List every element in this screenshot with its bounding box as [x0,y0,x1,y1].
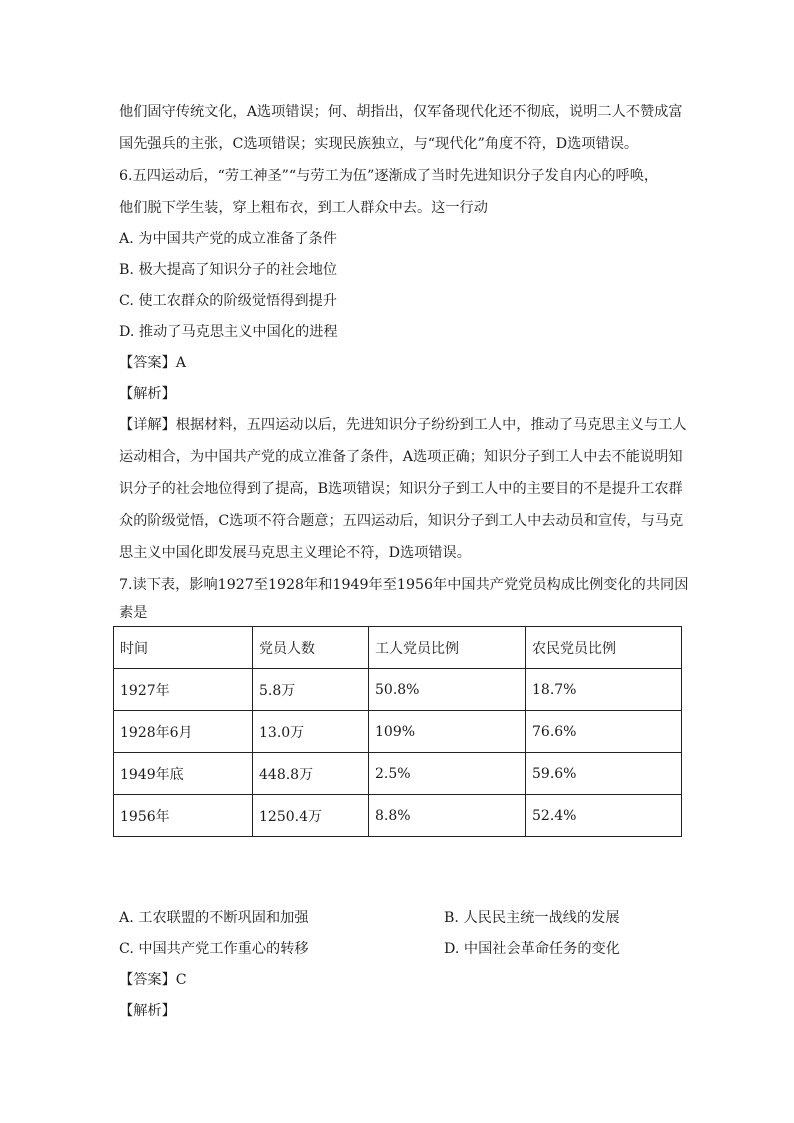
table-header-row [114,627,682,669]
table-cell: 52.4% [526,795,682,837]
q6-detail-line-2: 运动相合，为中国共产党的成立准备了条件，A选项正确；知识分子到工人中去不能说明知 [119,449,683,465]
table-header-cell: 党员人数 [253,627,369,669]
prev-explanation-line-1: 他们固守传统文化，A选项错误；何、胡指出，仅军备现代化还不彻底，说明二人不赞成富 [119,104,683,120]
table-row [114,795,682,837]
q6-detail-line-5: 思主义中国化即发展马克思主义理论不符，D选项错误。 [119,545,471,561]
table-header-cell: 时间 [114,627,253,669]
table-cell: 5.8万 [253,669,369,711]
q7-option-a: A. 工农联盟的不断巩固和加强 [119,910,309,926]
q7-analysis-label: 【解析】 [119,1003,176,1019]
q6-detail-line-4: 众的阶级觉悟，C选项不符合题意；五四运动后，知识分子到工人中去动员和宣传，与马克 [119,513,684,529]
table-cell: 50.8% [369,669,526,711]
q7-option-c: C. 中国共产党工作重心的转移 [119,941,309,957]
q6-analysis-label: 【解析】 [119,386,176,402]
table-cell: 1956年 [114,795,253,837]
table-cell: 109% [369,711,526,753]
table-cell: 1928年6月 [114,711,253,753]
q7-answer: 【答案】C [119,972,187,988]
party-membership-table [113,626,682,837]
q6-detail-line-3: 识分子的社会地位得到了提高，B选项错误；知识分子到工人中的主要目的不是提升工农群 [119,481,683,497]
table-cell: 8.8% [369,795,526,837]
q6-stem-line-2: 他们脱下学生装，穿上粗布衣，到工人群众中去。这一行动 [119,200,488,216]
table-cell: 1927年 [114,669,253,711]
q6-option-b: B. 极大提高了知识分子的社会地位 [119,262,338,278]
table-cell: 448.8万 [253,753,369,795]
q6-answer: 【答案】A [119,355,186,371]
table-row [114,669,682,711]
q6-option-a: A. 为中国共产党的成立准备了条件 [119,231,337,247]
table-cell: 18.7% [526,669,682,711]
prev-explanation-line-2: 国先强兵的主张，C选项错误；实现民族独立，与“现代化”角度不符，D选项错误。 [119,136,639,152]
table-cell: 76.6% [526,711,682,753]
q6-stem-line-1: 6.五四运动后，“劳工神圣”“与劳工为伍”逐渐成了当时先进知识分子发自内心的呼唤， [119,168,659,184]
table-cell: 59.6% [526,753,682,795]
table-row [114,711,682,753]
table-cell: 1250.4万 [253,795,369,837]
q6-option-c: C. 使工农群众的阶级觉悟得到提升 [119,293,337,309]
table-row [114,753,682,795]
q7-stem-line-1: 7.读下表，影响1927至1928年和1949年至1956年中国共产党党员构成比例变化的共同因 [119,577,689,593]
table-header-cell: 农民党员比例 [526,627,682,669]
q6-option-d: D. 推动了马克思主义中国化的进程 [119,324,338,340]
q7-option-b: B. 人民民主统一战线的发展 [444,910,620,926]
table-cell: 13.0万 [253,711,369,753]
table-cell: 1949年底 [114,753,253,795]
table-header-cell: 工人党员比例 [369,627,526,669]
table-cell: 2.5% [369,753,526,795]
q7-option-d: D. 中国社会革命任务的变化 [444,941,620,957]
q6-detail-line-1: 【详解】根据材料，五四运动以后，先进知识分子纷纷到工人中，推动了马克思主义与工人 [119,417,687,433]
q7-stem-line-2: 素是 [119,605,148,621]
